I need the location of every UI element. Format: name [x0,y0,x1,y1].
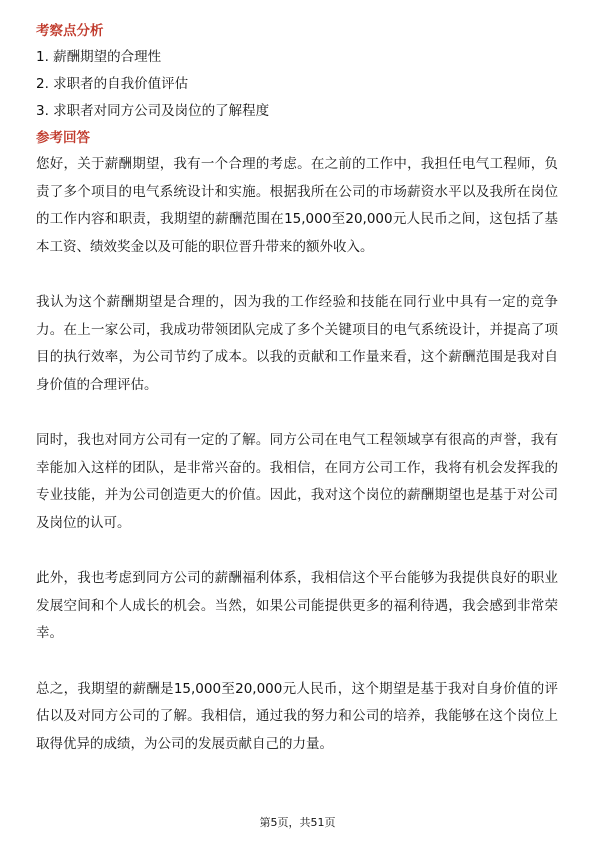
document-body [36,18,558,786]
answer-paragraph-4: 此外，我也考虑到同方公司的薪酬福利体系，我相信这个平台能够为我提供良好的职业发展空间和个人成长的机会。当然，如果公司能提供更多的福利待遇，我会感到非常荣幸。 [36,570,558,641]
page-number: 第5页，共51页 [259,816,336,829]
analysis-heading: 考察点分析 [36,23,104,39]
analysis-item-3: 3. 求职者对同方公司及岗位的了解程度 [36,103,270,119]
analysis-item-1: 1. 薪酬期望的合理性 [36,49,162,65]
answer-paragraph-3: 同时，我也对同方公司有一定的了解。同方公司在电气工程领域享有很高的声誉，我有幸能加入这样的团队，是非常兴奋的。我相信，在同方公司工作，我将有机会发挥我的专业技能，并为公司创造更大的价值。因此，我对这个岗位的薪酬期望也是基于对公司及岗位的认可。 [36,432,558,531]
analysis-item-2: 2. 求职者的自我价值评估 [36,76,189,92]
answer-paragraph-2: 我认为这个薪酬期望是合理的，因为我的工作经验和技能在同行业中具有一定的竞争力。在上一家公司，我成功带领团队完成了多个关键项目的电气系统设计，并提高了项目的执行效率，为公司节约了成本。以我的贡献和工作量来看，这个薪酬范围是我对自身价值的合理评估。 [36,294,558,393]
answer-heading: 参考回答 [36,130,90,146]
answer-paragraph-1: 您好，关于薪酬期望，我有一个合理的考虑。在之前的工作中，我担任电气工程师，负责了多个项目的电气系统设计和实施。根据我所在公司的市场薪资水平以及我所在岗位的工作内容和职责，我期望的薪酬范围在15,000至20,000元人民币之间，这包括了基本工资、绩效奖金以及可能的职位晋升带来的额外收入。 [36,156,558,255]
answer-paragraph-5: 总之，我期望的薪酬是15,000至20,000元人民币，这个期望是基于我对自身价值的评估以及对同方公司的了解。我相信，通过我的努力和公司的培养，我能够在这个岗位上取得优异的成绩，为公司的发展贡献自己的力量。 [36,680,558,752]
